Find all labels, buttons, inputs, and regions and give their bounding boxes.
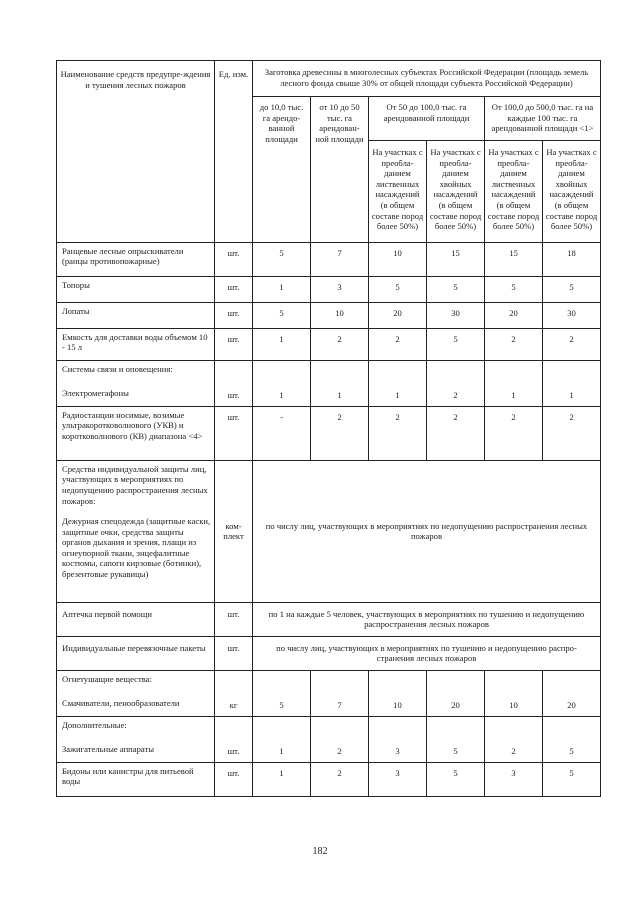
row-value: 7 bbox=[311, 670, 369, 716]
row-value: 5 bbox=[485, 276, 543, 302]
row-value: 3 bbox=[311, 276, 369, 302]
header-name: Наименование средств предупре-ждения и тушения лесных пожаров bbox=[57, 61, 215, 243]
table-row bbox=[57, 460, 601, 602]
table-row bbox=[57, 276, 601, 302]
section-title: Дополнительные: bbox=[62, 719, 127, 730]
table-row bbox=[57, 636, 601, 670]
row-value: 20 bbox=[485, 302, 543, 328]
section-title: Системы связи и оповещения: bbox=[62, 363, 173, 374]
header-sub-4b: На участках с преобладанием хвойных насаждений (в общем составе пород более 50%) bbox=[543, 140, 601, 242]
section-ppe bbox=[57, 460, 215, 602]
row-value: 1 bbox=[253, 276, 311, 302]
row-name: Топоры bbox=[57, 276, 215, 302]
row-value: 7 bbox=[311, 242, 369, 276]
row-name: Индивидуальные перевязочные пакеты bbox=[57, 636, 215, 670]
row-value: 5 bbox=[543, 762, 601, 796]
table-row bbox=[57, 762, 601, 796]
row-value: 5 bbox=[253, 242, 311, 276]
row-value: 20 bbox=[427, 670, 485, 716]
header-sub-2: от 10 до 50 тыс. га арендованной площади bbox=[311, 97, 369, 243]
header-sub-3: От 50 до 100,0 тыс. га арендованной площади bbox=[369, 97, 485, 141]
table-row bbox=[57, 328, 601, 360]
row-value: 15 bbox=[427, 242, 485, 276]
row-value: 20 bbox=[369, 302, 427, 328]
row-value: 1 bbox=[253, 716, 311, 762]
header-row-1 bbox=[57, 61, 601, 97]
row-merged-text: по числу лиц, участвующих в мероприятиях по тушению и недопущению распространения лесных пожаров bbox=[253, 636, 601, 670]
row-value: 1 bbox=[311, 360, 369, 406]
row-value: 18 bbox=[543, 242, 601, 276]
header-sub-4: От 100,0 до 500,0 тыс. га на каждые 100 тыс. га арендованной площади <1> bbox=[485, 97, 601, 141]
table-row bbox=[57, 242, 601, 276]
table-row bbox=[57, 406, 601, 460]
row-value: 5 bbox=[427, 716, 485, 762]
row-name: Емкость для доставки воды объемом 10 - 15 л bbox=[57, 328, 215, 360]
row-value: 5 bbox=[543, 716, 601, 762]
row-value: 5 bbox=[427, 762, 485, 796]
row-value: 1 bbox=[543, 360, 601, 406]
row-unit: комплект bbox=[215, 460, 253, 602]
row-unit: шт. bbox=[215, 762, 253, 796]
row-value: 20 bbox=[543, 670, 601, 716]
row-value: 2 bbox=[311, 762, 369, 796]
row-unit: шт. bbox=[215, 328, 253, 360]
row-unit: шт. bbox=[215, 276, 253, 302]
row-unit: шт. bbox=[215, 602, 253, 636]
row-merged-text: по 1 на каждые 5 человек, участвующих в мероприятиях по тушению и недопущению распространения лесных пожаров bbox=[253, 602, 601, 636]
row-value: 2 bbox=[485, 406, 543, 460]
row-value: - bbox=[253, 406, 311, 460]
table-row bbox=[57, 302, 601, 328]
header-sub-3b: На участках с преобладанием хвойных насаждений (в общем составе пород более 50%) bbox=[427, 140, 485, 242]
row-value: 2 bbox=[543, 328, 601, 360]
row-value: 5 bbox=[253, 670, 311, 716]
row-value: 2 bbox=[369, 328, 427, 360]
row-value: 30 bbox=[543, 302, 601, 328]
row-unit: кг bbox=[215, 670, 253, 716]
section-additional bbox=[57, 716, 215, 762]
row-name: Электромегафоны bbox=[62, 388, 129, 399]
row-unit: шт. bbox=[215, 242, 253, 276]
row-unit: шт. bbox=[215, 636, 253, 670]
row-name: Зажигательные аппараты bbox=[62, 744, 155, 755]
row-value: 2 bbox=[311, 716, 369, 762]
row-value: 5 bbox=[369, 276, 427, 302]
section-title: Средства индивидуальной защиты лиц, участвующих в мероприятиях по недопущению распространения лесных пожаров: bbox=[62, 463, 208, 506]
row-name: Дежурная спецодежда (защитные каски, защитные очки, средства защиты органов дыхания и зрения, плащи из огнеупорной ткани, энцефалитные костюмы, сапоги кирзовые (ботинки), брезентовые рукавицы) bbox=[62, 516, 211, 580]
row-value: 10 bbox=[369, 670, 427, 716]
table-row bbox=[57, 360, 601, 406]
row-unit: шт. bbox=[215, 302, 253, 328]
row-name: Ранцевые лесные опрыскиватели (ранцы противопожарные) bbox=[57, 242, 215, 276]
row-value: 5 bbox=[543, 276, 601, 302]
row-value: 2 bbox=[543, 406, 601, 460]
header-unit: Ед. изм. bbox=[215, 61, 253, 243]
row-value: 1 bbox=[485, 360, 543, 406]
header-sub-3a: На участках с преобладанием лиственных насаждений (в общем составе пород более 50%) bbox=[369, 140, 427, 242]
row-value: 3 bbox=[369, 762, 427, 796]
table-row bbox=[57, 716, 601, 762]
header-group: Заготовка древесины в многолесных субъектах Российской Федерации (площадь земель лесного фонда свыше 30% от общей площади субъекта Российской Федерации) bbox=[253, 61, 601, 97]
row-value: 2 bbox=[427, 360, 485, 406]
row-value: 1 bbox=[369, 360, 427, 406]
row-value: 15 bbox=[485, 242, 543, 276]
row-value: 30 bbox=[427, 302, 485, 328]
row-value: 5 bbox=[253, 302, 311, 328]
row-name: Лопаты bbox=[57, 302, 215, 328]
header-sub-4a: На участках с преобладанием лиственных насаждений (в общем составе пород более 50%) bbox=[485, 140, 543, 242]
row-value: 5 bbox=[427, 276, 485, 302]
row-value: 2 bbox=[369, 406, 427, 460]
row-value: 10 bbox=[311, 302, 369, 328]
row-value: 10 bbox=[485, 670, 543, 716]
section-comms bbox=[57, 360, 215, 406]
equipment-table bbox=[56, 60, 601, 797]
row-name: Смачиватели, пенообразователи bbox=[62, 698, 180, 709]
row-value: 2 bbox=[485, 328, 543, 360]
row-value: 2 bbox=[311, 328, 369, 360]
row-unit: шт. bbox=[215, 360, 253, 406]
row-name: Аптечка первой помощи bbox=[57, 602, 215, 636]
row-value: 3 bbox=[485, 762, 543, 796]
section-extinguishing bbox=[57, 670, 215, 716]
row-merged-text: по числу лиц, участвующих в мероприятиях по недопущению распространения лесных пожаров bbox=[253, 460, 601, 602]
row-unit: шт. bbox=[215, 406, 253, 460]
table-row bbox=[57, 670, 601, 716]
section-title: Огнетушащие вещества: bbox=[62, 673, 152, 684]
row-value: 1 bbox=[253, 328, 311, 360]
page-number: 182 bbox=[312, 846, 328, 857]
row-value: 10 bbox=[369, 242, 427, 276]
row-name: Бидоны или канистры для питьевой воды bbox=[57, 762, 215, 796]
row-value: 2 bbox=[311, 406, 369, 460]
row-value: 2 bbox=[427, 406, 485, 460]
header-sub-1: до 10,0 тыс. га арендованной площади bbox=[253, 97, 311, 243]
row-value: 2 bbox=[485, 716, 543, 762]
row-unit: шт. bbox=[215, 716, 253, 762]
row-value: 3 bbox=[369, 716, 427, 762]
row-value: 1 bbox=[253, 762, 311, 796]
row-value: 1 bbox=[253, 360, 311, 406]
table-row bbox=[57, 602, 601, 636]
row-name: Радиостанции носимые, возимые ультракоротковолнового (УКВ) и коротковолнового (КВ) диапазона <4> bbox=[57, 406, 215, 460]
row-value: 5 bbox=[427, 328, 485, 360]
